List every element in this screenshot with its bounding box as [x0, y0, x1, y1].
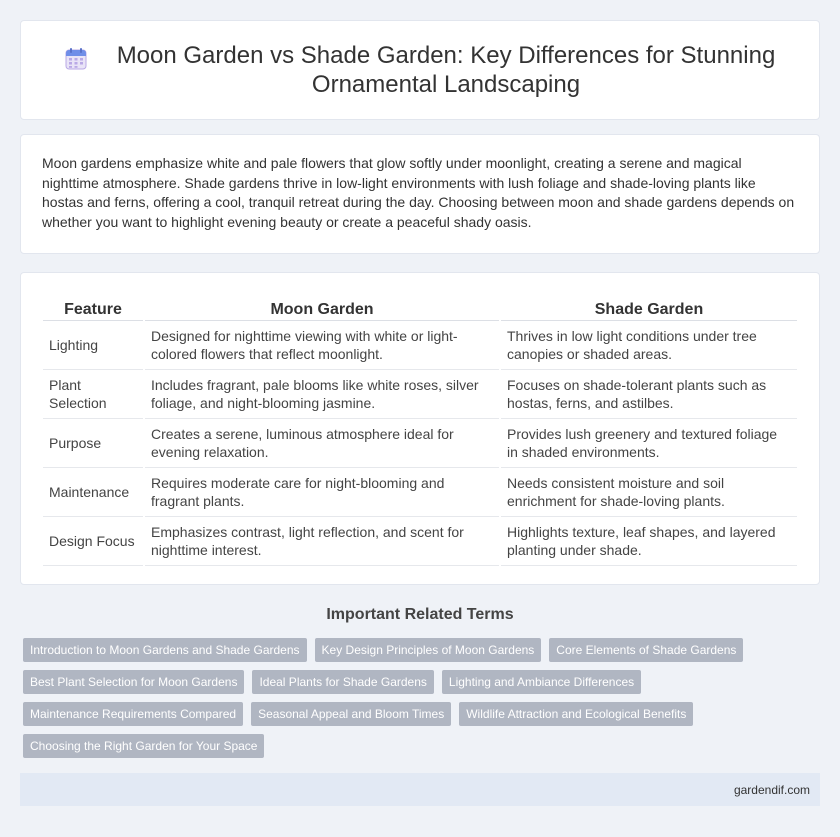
feature-cell: Plant Selection [43, 370, 143, 419]
related-term-tag[interactable]: Choosing the Right Garden for Your Space [23, 734, 264, 758]
moon-garden-cell: Requires moderate care for night-blooming and fragrant plants. [145, 468, 499, 517]
header-feature: Feature [43, 295, 143, 321]
related-term-tag[interactable]: Maintenance Requirements Compared [23, 702, 243, 726]
moon-garden-cell: Designed for nighttime viewing with white or light-colored flowers that reflect moonlight. [145, 321, 499, 370]
tag-row [23, 670, 803, 694]
related-terms-list [23, 638, 803, 766]
table-row [43, 517, 797, 566]
shade-garden-cell: Focuses on shade-tolerant plants such as hostas, ferns, and astilbes. [501, 370, 797, 419]
intro-card [20, 134, 820, 254]
feature-cell: Maintenance [43, 468, 143, 517]
table-row [43, 419, 797, 468]
comparison-table [41, 295, 799, 566]
comparison-table-card [20, 272, 820, 585]
related-term-tag[interactable]: Introduction to Moon Gardens and Shade Gardens [23, 638, 307, 662]
footer [20, 773, 820, 806]
related-term-tag[interactable]: Core Elements of Shade Gardens [549, 638, 743, 662]
table-row [43, 321, 797, 370]
related-term-tag[interactable]: Key Design Principles of Moon Gardens [315, 638, 542, 662]
shade-garden-cell: Highlights texture, leaf shapes, and layered planting under shade. [501, 517, 797, 566]
calendar-icon [64, 47, 88, 71]
table-header-row [43, 295, 797, 321]
feature-cell: Lighting [43, 321, 143, 370]
related-term-tag[interactable]: Seasonal Appeal and Bloom Times [251, 702, 451, 726]
related-term-tag[interactable]: Best Plant Selection for Moon Gardens [23, 670, 244, 694]
title-card [20, 20, 820, 120]
shade-garden-cell: Provides lush greenery and textured foliage in shaded environments. [501, 419, 797, 468]
feature-cell: Design Focus [43, 517, 143, 566]
site-link[interactable]: gardendif.com [733, 782, 810, 797]
intro-paragraph: Moon gardens emphasize white and pale flowers that glow softly under moonlight, creating a serene and magical nighttime atmosphere. Shade gardens thrive in low-light environments with lush foliage and shade-loving plants like hostas and ferns, offering a cool, tranquil retreat during the day. Choosing between moon and shade gardens depends on whether you want to highlight evening beauty or create a peaceful shady oasis. [42, 155, 795, 230]
header-shade-garden: Shade Garden [501, 295, 797, 321]
related-term-tag[interactable]: Wildlife Attraction and Ecological Benefits [459, 702, 693, 726]
tag-row [23, 638, 803, 662]
tag-row [23, 702, 803, 726]
feature-cell: Purpose [43, 419, 143, 468]
related-terms-heading: Important Related Terms [326, 606, 514, 623]
related-term-tag[interactable]: Ideal Plants for Shade Gardens [252, 670, 433, 694]
moon-garden-cell: Includes fragrant, pale blooms like white roses, silver foliage, and night-blooming jasmine. [145, 370, 499, 419]
shade-garden-cell: Thrives in low light conditions under tree canopies or shaded areas. [501, 321, 797, 370]
page-title: Moon Garden vs Shade Garden: Key Differences for Stunning Ornamental Landscaping [116, 42, 776, 98]
moon-garden-cell: Creates a serene, luminous atmosphere ideal for evening relaxation. [145, 419, 499, 468]
header-moon-garden: Moon Garden [145, 295, 499, 321]
related-term-tag[interactable]: Lighting and Ambiance Differences [442, 670, 641, 694]
title-wrap [60, 41, 780, 99]
shade-garden-cell: Needs consistent moisture and soil enrichment for shade-loving plants. [501, 468, 797, 517]
tag-row [23, 734, 803, 758]
table-row [43, 370, 797, 419]
moon-garden-cell: Emphasizes contrast, light reflection, and scent for nighttime interest. [145, 517, 499, 566]
table-row [43, 468, 797, 517]
